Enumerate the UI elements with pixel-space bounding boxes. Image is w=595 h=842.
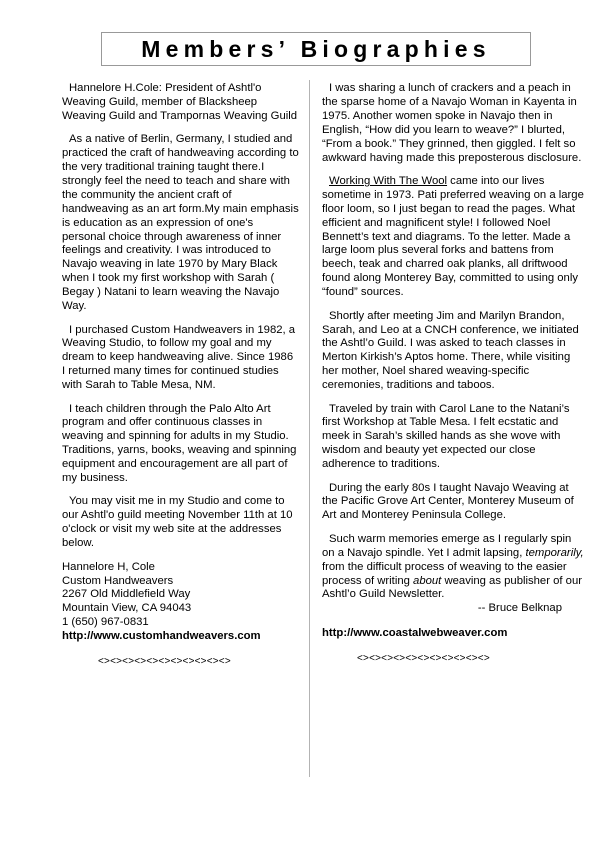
bio-paragraph	[322, 175, 584, 300]
signature: -- Bruce Belknap	[477, 602, 562, 615]
right-column	[322, 82, 584, 666]
separator: <><><><><><><><><><><>	[357, 653, 490, 665]
paragraph-text: from the difficult process of weaving to the easier process of writing	[322, 560, 567, 587]
book-title: Working With The Wool	[329, 174, 448, 187]
bio-paragraph: You may visit me in my Studio and come to our Ashtl'o guild meeting November 11th at 10 o'clock or visit my web site at the addresses below.	[62, 495, 293, 550]
paragraph-text: Such warm memories emerge as I regularly spin on a Navajo spindle. Yet I admit lapsing,	[322, 532, 572, 559]
bio-paragraph: I teach children through the Palo Alto Art program and offer continuous classes in weaving and spinning for adults in my Studio. Traditions, yarns, books, weaving and spinning equipment and encouragement are all part of my business.	[62, 402, 297, 485]
intro-paragraph: Hannelore H.Cole: President of Ashtl'o Weaving Guild, member of Blacksheep Weaving Guild and Trampornas Weaving Guild	[62, 82, 298, 122]
emphasis: temporarily,	[525, 546, 584, 559]
page-title: Members’ Biographies	[141, 36, 491, 62]
phone-line: 1 (650) 967-0831	[62, 616, 149, 629]
bio-paragraph: I purchased Custom Handweavers in 1982, a Weaving Studio, to follow my goal and my dream to keep handweaving alive. Since 1986 I returned many times for continued studies with Sarah to Table Mesa, NM.	[62, 323, 296, 392]
title-box	[101, 32, 531, 66]
bio-paragraph: During the early 80s I taught Navajo Weaving at the Pacific Grove Art Center, Monterey Museum of Art and Monterey Peninsula College.	[322, 481, 574, 522]
website-link[interactable]: http://www.customhandweavers.com	[62, 630, 261, 643]
separator: <><><><><><><><><><><>	[98, 656, 231, 668]
emphasis: about	[413, 574, 442, 587]
address-line: Mountain View, CA 94043	[62, 602, 192, 615]
bio-paragraph: Shortly after meeting Jim and Marilyn Brandon, Sarah, and Leo at a CNCH conference, we initiated the Ashtl’o Guild. I was asked to teach classes in Merton Kirkish’s Aptos home. There, while visiting her mother, Noel shared weaving-specific ceremonies, traditions and taboos.	[322, 309, 579, 392]
address-line: Custom Handweavers	[62, 574, 174, 587]
column-divider	[309, 80, 310, 777]
bio-paragraph: I was sharing a lunch of crackers and a peach in the sparse home of a Navajo Woman in Kayenta in 1975. Another women spoke in Navajo then in English, “How did you learn to weave?” I blurted, “From a book.” They grinned, then giggled. I felt so awkward having made this preposterous disclosure.	[322, 82, 582, 164]
bio-paragraph	[322, 533, 584, 603]
bio-paragraph: As a native of Berlin, Germany, I studied and practiced the craft of handweaving according to the very traditional training taught there.I strongly feel the need to teach and share with the community the ancient craft of handweaving as an art form.My main emphasis is education as an expression of one's personal choice through awareness of inner feelings and creativity. I was introduced to Navajo weaving in late 1970 by Mary Black when I took my first workshop with Sarah ( Begay ) Natani to learn weaving the Navajo Way.	[62, 133, 299, 313]
left-column	[62, 82, 299, 669]
address-line: Hannelore H, Cole	[62, 560, 155, 573]
paragraph-text: came into our lives sometime in 1973. Pati preferred weaving on a large floor loom, so I just began to read the pages. What efficient and magnificent style! I followed Noel Bennett’s text and diagrams. To the letter. Made a large loom plus several forks and battens from beech, teak and charred oak planks, all driftwood found along Monterey Bay, committed to using only “found” sources.	[322, 174, 584, 299]
address-line: 2267 Old Middlefield Way	[62, 588, 191, 601]
website-link[interactable]: http://www.coastalwebweaver.com	[322, 627, 508, 640]
bio-paragraph: Traveled by train with Carol Lane to the Natani’s first Workshop at Table Mesa. I felt ecstatic and meek in Sarah’s skilled hands as she wove with wisdom and beauty yet expected our close adherence to traditions.	[322, 402, 570, 471]
address-block	[62, 561, 299, 644]
paragraph-text: weaving as publisher of our Ashtl’o Guild Newsletter.	[322, 574, 582, 601]
